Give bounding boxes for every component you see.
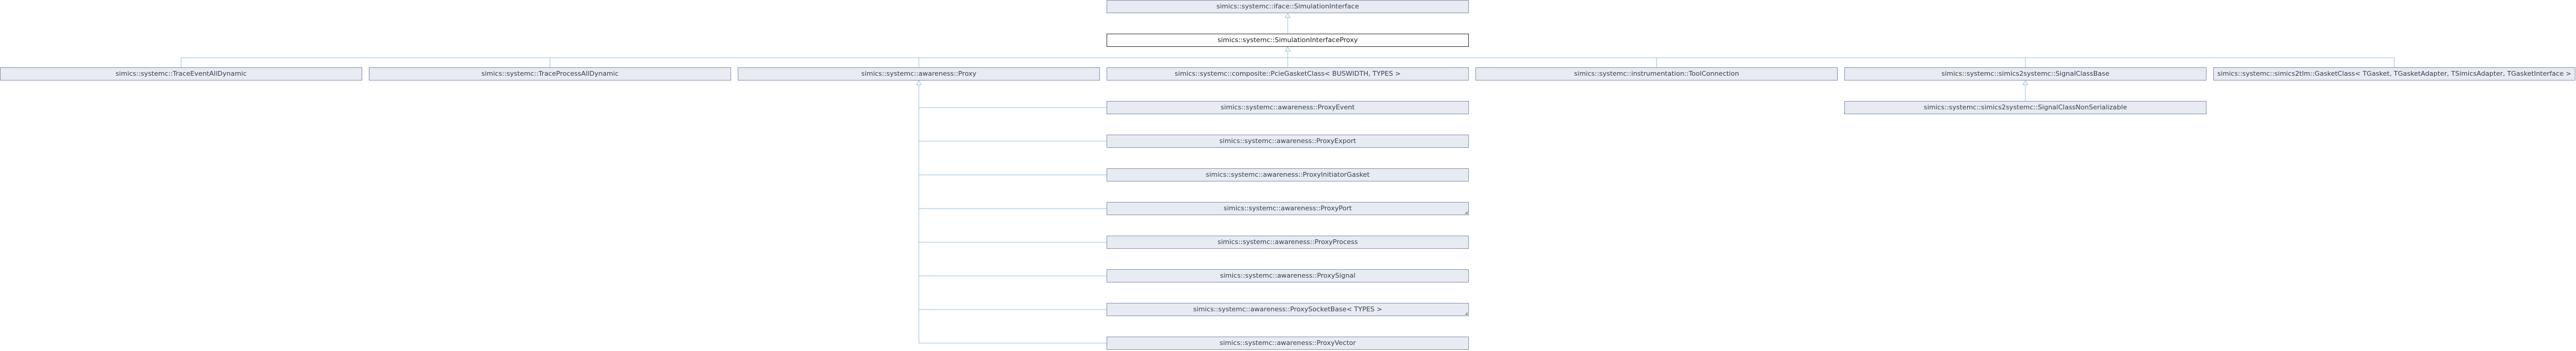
signal-subclass-label: simics::systemc::simics2systemc::SignalClassNonSerializable	[1924, 103, 2127, 111]
current-class-node	[1107, 34, 1469, 47]
truncated-marker-icon	[1465, 312, 1468, 315]
proxy-subclass-label: simics::systemc::awareness::ProxyPort	[1223, 204, 1352, 212]
inherit-arrow-icon	[1285, 47, 1290, 51]
proxy-subclass-node[interactable]	[1107, 303, 1469, 316]
child-class-node[interactable]	[369, 67, 731, 81]
child-class-label: simics::systemc::awareness::Proxy	[861, 70, 977, 78]
proxy-subclass-label: simics::systemc::awareness::ProxyVector	[1219, 339, 1356, 347]
current-class-label: simics::systemc::SimulationInterfaceProxy	[1217, 36, 1358, 44]
child-class-node[interactable]	[738, 67, 1100, 81]
proxy-subclass-label: simics::systemc::awareness::ProxyProcess	[1217, 238, 1358, 246]
root-class-node[interactable]	[1107, 0, 1469, 13]
proxy-subclass-label: simics::systemc::awareness::ProxyInitiatorGasket	[1205, 171, 1370, 179]
child-class-node[interactable]	[1107, 67, 1469, 81]
child-class-label: simics::systemc::simics2tlm::GasketClass< TGasket, TGasketAdapter, TSimicsAdapter, TGasketInterface >	[2217, 70, 2572, 78]
proxy-subclass-node[interactable]	[1107, 202, 1469, 215]
proxy-subclass-node[interactable]	[1107, 135, 1469, 148]
truncated-marker-icon	[1465, 211, 1468, 214]
child-class-label: simics::systemc::TraceEventAllDynamic	[116, 70, 247, 78]
inherit-arrow-icon	[916, 81, 921, 85]
inherit-arrow-icon	[2023, 81, 2028, 85]
proxy-subclass-node[interactable]	[1107, 269, 1469, 282]
proxy-subclass-node[interactable]	[1107, 337, 1469, 350]
proxy-subclass-node[interactable]	[1107, 168, 1469, 182]
proxy-subclass-label: simics::systemc::awareness::ProxyEvent	[1220, 103, 1355, 111]
child-class-label: simics::systemc::instrumentation::ToolConnection	[1574, 70, 1740, 78]
proxy-subclass-node[interactable]	[1107, 236, 1469, 249]
child-class-node[interactable]	[0, 67, 362, 81]
child-class-label: simics::systemc::composite::PcieGasketClass< BUSWIDTH, TYPES >	[1175, 70, 1401, 78]
child-class-label: simics::systemc::TraceProcessAllDynamic	[481, 70, 619, 78]
child-class-node[interactable]	[1844, 67, 2207, 81]
proxy-subclass-label: simics::systemc::awareness::ProxySignal	[1220, 272, 1356, 279]
inherit-arrow-icon	[1285, 13, 1290, 17]
signal-subclass-node[interactable]	[1844, 101, 2207, 114]
root-class-label: simics::systemc::iface::SimulationInterface	[1216, 2, 1359, 10]
proxy-subclass-label: simics::systemc::awareness::ProxyExport	[1219, 137, 1356, 145]
child-class-node[interactable]	[1475, 67, 1838, 81]
child-class-label: simics::systemc::simics2systemc::SignalClassBase	[1941, 70, 2110, 78]
proxy-subclass-label: simics::systemc::awareness::ProxySocketBase< TYPES >	[1193, 305, 1383, 313]
proxy-subclass-node[interactable]	[1107, 101, 1469, 114]
child-class-node[interactable]	[2213, 67, 2575, 81]
